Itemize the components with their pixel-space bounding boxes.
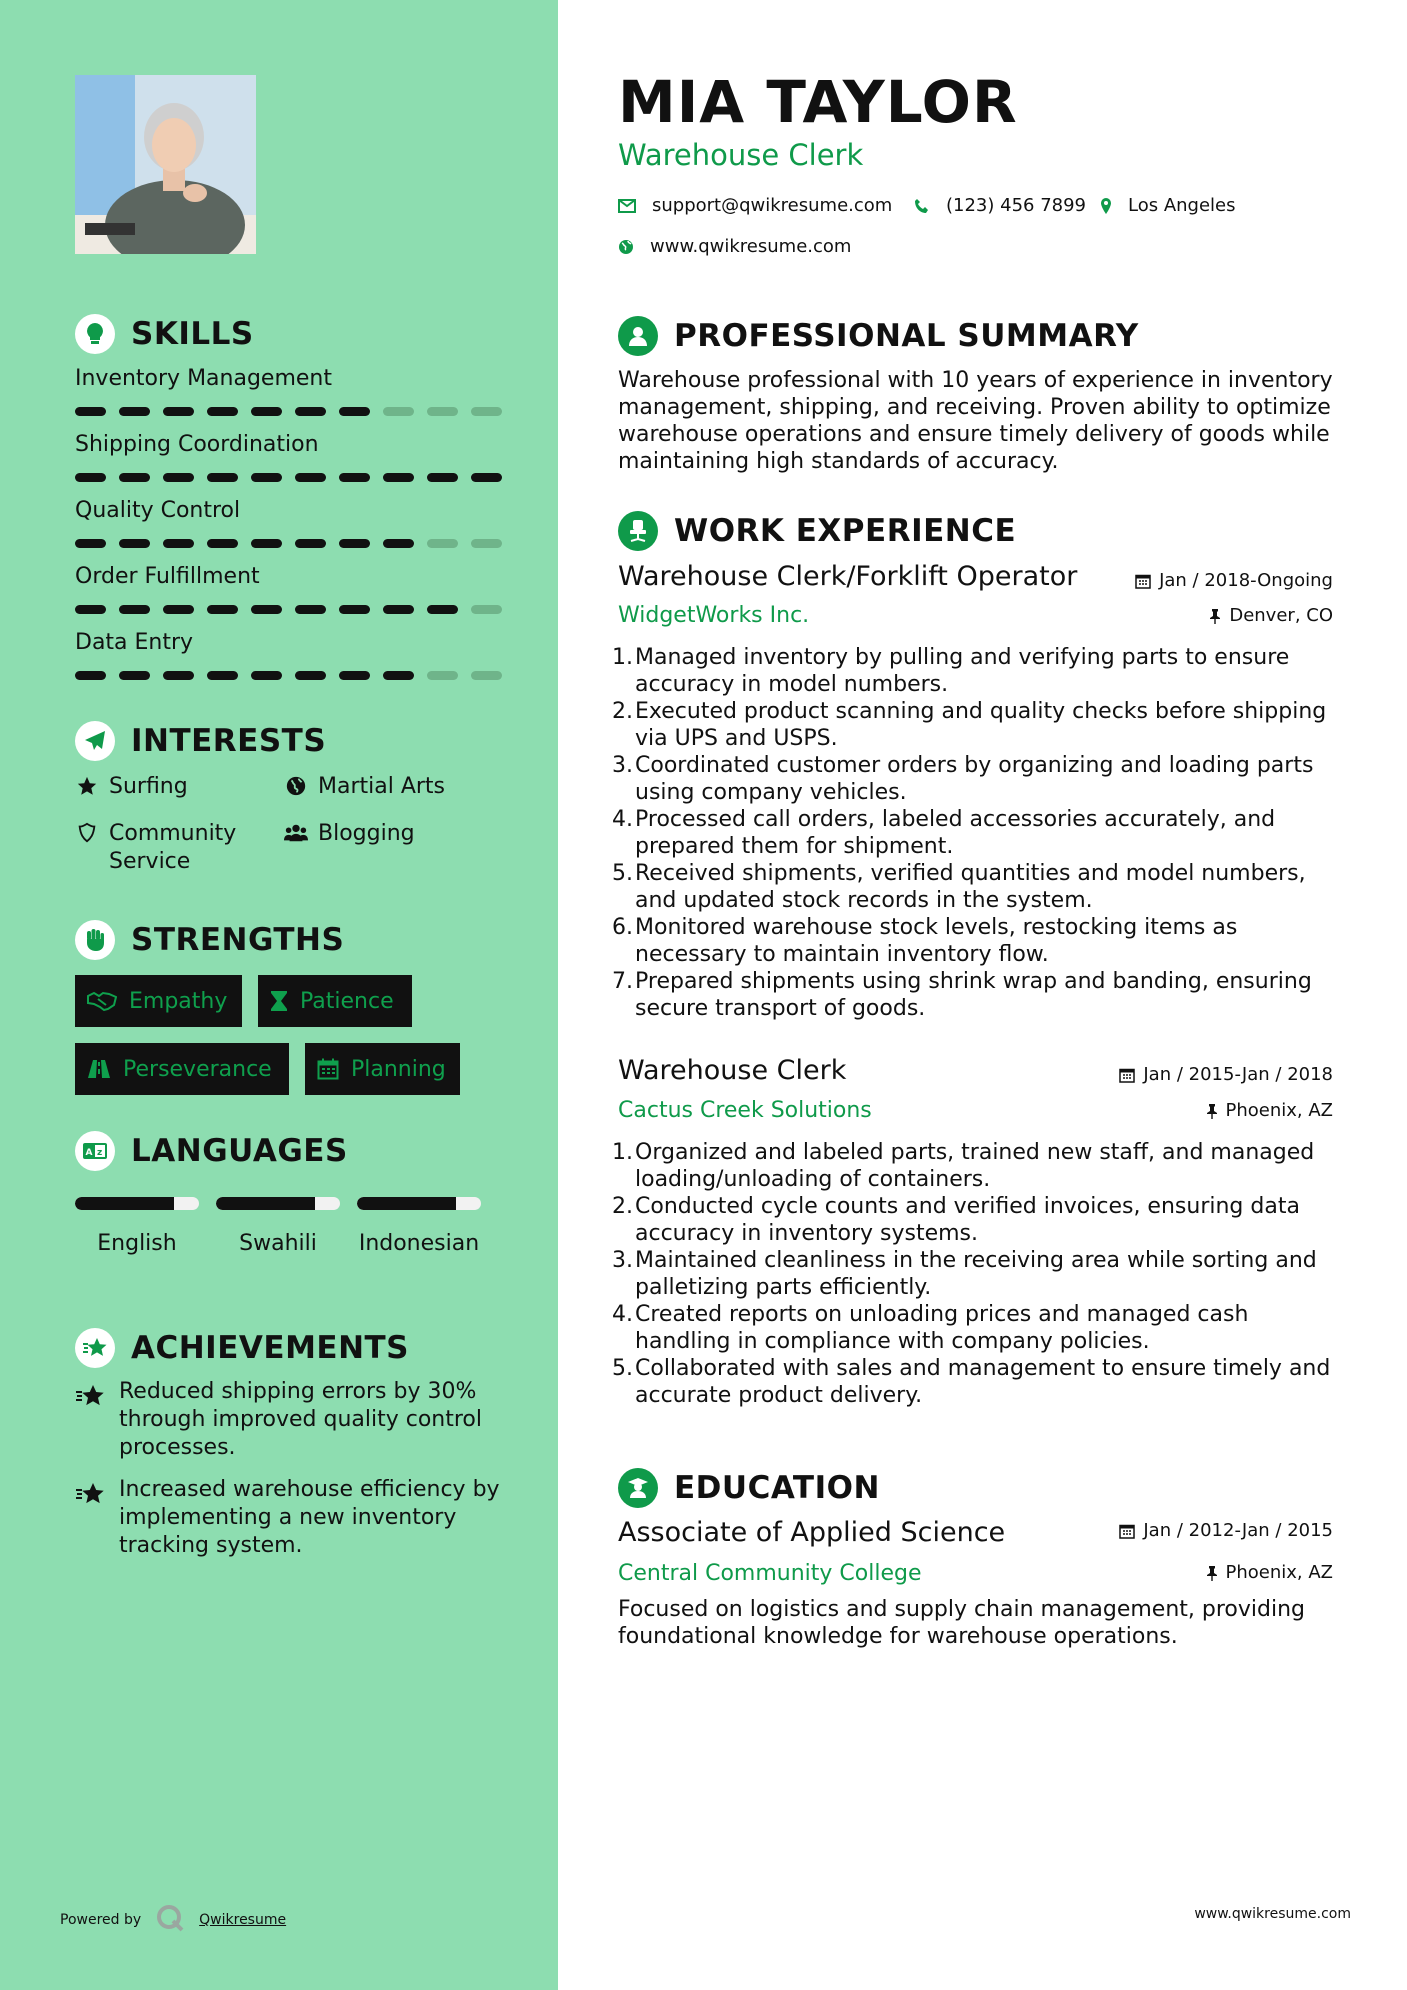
svg-text:z: z [97, 1148, 103, 1158]
star-badge-icon [75, 1476, 107, 1560]
skill-level-dash [471, 473, 502, 482]
summary-heading [618, 316, 1139, 356]
language-item [216, 1197, 340, 1258]
paper-plane-icon [75, 721, 115, 761]
job-duty [612, 1193, 1342, 1247]
skill-level-dash [295, 473, 326, 482]
skill-level-dash [471, 407, 502, 416]
pushpin-icon [1206, 1103, 1218, 1119]
language-level-fill [357, 1197, 456, 1210]
pushpin-icon [1209, 608, 1221, 624]
office-chair-icon [618, 511, 658, 551]
job-duty [612, 752, 1342, 806]
skill-level-dash [471, 539, 502, 548]
calendar-icon [317, 1058, 339, 1080]
skill-level-dash [119, 605, 150, 614]
languages-heading [75, 1131, 348, 1171]
job-dates-text: Jan / 2015-Jan / 2018 [1143, 1064, 1333, 1085]
skill-item [75, 564, 505, 614]
interest-label: Community Service [109, 821, 237, 874]
strength-tag [75, 975, 242, 1027]
skill-level-bar [75, 605, 505, 614]
job-company: Cactus Creek Solutions [618, 1098, 872, 1123]
interests-heading [75, 721, 326, 761]
calendar-icon [1119, 1067, 1135, 1083]
svg-text:A: A [85, 1148, 93, 1158]
job-dates [1119, 1064, 1333, 1085]
website-text: www.qwikresume.com [650, 236, 852, 257]
achievement-text: Increased warehouse efficiency by implementing a new inventory tracking system. [119, 1477, 500, 1558]
achievement-item [75, 1476, 515, 1560]
skill-level-dash [427, 407, 458, 416]
skill-level-dash [207, 671, 238, 680]
skill-level-dash [295, 605, 326, 614]
skill-level-dash [251, 605, 282, 614]
strength-label: Empathy [129, 988, 228, 1014]
achievement-text: Reduced shipping errors by 30% through improved quality control processes. [119, 1379, 482, 1460]
globe-icon [284, 773, 308, 797]
skill-level-dash [295, 539, 326, 548]
duty-number: 3. [612, 753, 633, 778]
location-text: Los Angeles [1128, 195, 1236, 216]
skill-level-dash [383, 539, 414, 548]
skill-level-dash [119, 671, 150, 680]
language-name: English [97, 1231, 177, 1256]
skill-level-bar [75, 407, 505, 416]
skill-level-dash [75, 539, 106, 548]
section-title: PROFESSIONAL SUMMARY [674, 318, 1139, 354]
duty-text: Conducted cycle counts and verified invoices, ensuring data accuracy in inventory systems. [635, 1194, 1300, 1246]
qwikresume-logo-icon [155, 1903, 185, 1937]
lightbulb-icon [75, 314, 115, 354]
skill-level-bar [75, 671, 505, 680]
job-duty [612, 1355, 1342, 1409]
job-location [1209, 605, 1333, 626]
powered-by-label: Powered by [60, 1912, 142, 1928]
section-title: LANGUAGES [131, 1133, 348, 1169]
shield-icon [75, 820, 99, 844]
duty-text: Prepared shipments using shrink wrap and banding, ensuring secure transport of goods. [635, 969, 1312, 1021]
strength-tag [75, 1043, 289, 1095]
job-duty [612, 1301, 1342, 1355]
user-icon [618, 316, 658, 356]
strength-label: Patience [300, 988, 394, 1014]
skill-level-dash [75, 605, 106, 614]
contact-email[interactable] [618, 195, 892, 216]
qwikresume-link[interactable]: Qwikresume [199, 1912, 287, 1928]
job-duty [612, 698, 1342, 752]
map-pin-icon [1100, 197, 1112, 215]
skill-level-dash [295, 407, 326, 416]
duty-text: Coordinated customer orders by organizing and loading parts using company vehicles. [635, 753, 1314, 805]
experience-heading [618, 511, 1016, 551]
job-title: Warehouse Clerk [618, 1055, 847, 1086]
skill-level-dash [383, 407, 414, 416]
skill-item [75, 630, 505, 680]
skill-level-dash [75, 473, 106, 482]
language-level-bar [216, 1197, 340, 1210]
education-dates [1119, 1520, 1333, 1541]
skill-level-dash [163, 605, 194, 614]
education-location [1206, 1562, 1334, 1583]
interest-label: Surfing [109, 774, 188, 799]
skill-level-dash [427, 671, 458, 680]
handshake-icon [87, 991, 117, 1011]
education-location-text: Phoenix, AZ [1225, 1562, 1333, 1583]
interest-item [75, 773, 188, 801]
skill-level-dash [119, 407, 150, 416]
job-duties-list [612, 644, 1342, 1022]
skill-level-dash [427, 473, 458, 482]
degree-title: Associate of Applied Science [618, 1517, 1006, 1548]
duty-text: Maintained cleanliness in the receiving area while sorting and palletizing parts efficiently. [635, 1248, 1317, 1300]
duty-text: Created reports on unloading prices and managed cash handling in compliance with company policies. [635, 1302, 1249, 1354]
skill-level-dash [339, 671, 370, 680]
skill-level-dash [295, 671, 326, 680]
duty-text: Monitored warehouse stock levels, restocking items as necessary to maintain inventory flow. [635, 915, 1238, 967]
globe-icon [618, 239, 634, 255]
duty-number: 6. [612, 915, 633, 940]
star-icon [75, 773, 99, 797]
skill-level-dash [207, 407, 238, 416]
graduate-icon [618, 1468, 658, 1508]
duty-text: Collaborated with sales and management to ensure timely and accurate product delivery. [635, 1356, 1331, 1408]
skill-level-dash [119, 539, 150, 548]
fist-icon [75, 920, 115, 960]
phone-icon [914, 198, 930, 214]
contact-website[interactable] [618, 236, 851, 257]
duty-text: Organized and labeled parts, trained new staff, and managed loading/unloading of containers. [635, 1140, 1315, 1192]
footer-website[interactable]: www.qwikresume.com [1194, 1906, 1351, 1922]
skill-level-dash [471, 671, 502, 680]
language-item [357, 1197, 481, 1258]
strength-label: Perseverance [123, 1056, 272, 1082]
duty-number: 1. [612, 1140, 633, 1165]
skill-level-dash [383, 473, 414, 482]
duty-number: 1. [612, 645, 633, 670]
envelope-icon [618, 199, 636, 213]
summary-text: Warehouse professional with 10 years of experience in inventory management, shipping, and receiving. Proven ability to optimize warehouse operations and ensure timely delivery of goods while maintaining high standards of accuracy. [618, 368, 1333, 474]
achievement-item [75, 1378, 515, 1462]
skill-item [75, 498, 505, 548]
interest-item [75, 820, 275, 876]
language-item [75, 1197, 199, 1258]
duty-number: 5. [612, 1356, 633, 1381]
skill-item [75, 366, 505, 416]
school-name: Central Community College [618, 1561, 922, 1586]
job-duty [612, 1247, 1342, 1301]
section-title: STRENGTHS [131, 922, 345, 958]
job-company: WidgetWorks Inc. [618, 603, 810, 628]
skill-level-dash [163, 671, 194, 680]
job-duty [612, 806, 1342, 860]
job-duty [612, 860, 1342, 914]
job-dates [1135, 570, 1333, 591]
skill-level-dash [119, 473, 150, 482]
duty-number: 4. [612, 807, 633, 832]
job-location-text: Denver, CO [1229, 605, 1333, 626]
strength-tag [305, 1043, 460, 1095]
language-icon [75, 1131, 115, 1171]
duty-text: Received shipments, verified quantities and model numbers, and updated stock records in the system. [635, 861, 1306, 913]
job-title: Warehouse Clerk/Forklift Operator [618, 561, 1078, 592]
skills-heading [75, 314, 254, 354]
sidebar [0, 0, 558, 1990]
job-duty [612, 968, 1342, 1022]
skill-level-dash [471, 605, 502, 614]
pushpin-icon [1206, 1565, 1218, 1581]
skill-level-dash [339, 407, 370, 416]
duty-number: 2. [612, 1194, 633, 1219]
road-icon [87, 1059, 111, 1079]
contact-phone[interactable] [914, 195, 1086, 216]
skill-level-dash [207, 473, 238, 482]
candidate-name: MIA TAYLOR [618, 68, 1018, 136]
skill-level-dash [207, 539, 238, 548]
job-duty [612, 644, 1342, 698]
job-duties-list [612, 1139, 1342, 1409]
skill-name: Quality Control [75, 498, 241, 523]
education-text: Focused on logistics and supply chain management, providing foundational knowledge for warehouse operations. [618, 1597, 1305, 1649]
skill-level-bar [75, 473, 505, 482]
skill-level-dash [427, 539, 458, 548]
skill-level-dash [207, 605, 238, 614]
language-name: Swahili [239, 1231, 317, 1256]
hourglass-icon [270, 990, 288, 1012]
language-level-fill [75, 1197, 174, 1210]
duty-number: 3. [612, 1248, 633, 1273]
education-heading [618, 1468, 880, 1508]
users-icon [284, 820, 308, 844]
section-title: INTERESTS [131, 723, 327, 759]
profile-photo [75, 75, 256, 254]
skill-level-dash [75, 407, 106, 416]
skill-name: Data Entry [75, 630, 194, 655]
skill-level-dash [427, 605, 458, 614]
calendar-icon [1135, 573, 1151, 589]
duty-text: Managed inventory by pulling and verifying parts to ensure accuracy in model numbers. [635, 645, 1290, 697]
skill-level-dash [339, 539, 370, 548]
skill-name: Inventory Management [75, 366, 332, 391]
skill-name: Shipping Coordination [75, 432, 319, 457]
achievements-heading [75, 1328, 409, 1368]
skill-level-dash [383, 605, 414, 614]
email-text: support@qwikresume.com [652, 195, 893, 216]
language-name: Indonesian [358, 1231, 480, 1256]
skill-level-dash [339, 605, 370, 614]
powered-by [60, 1903, 286, 1937]
skill-level-dash [163, 539, 194, 548]
candidate-role: Warehouse Clerk [618, 138, 864, 172]
skill-item [75, 432, 505, 482]
duty-number: 7. [612, 969, 633, 994]
skill-level-dash [383, 671, 414, 680]
language-level-bar [75, 1197, 199, 1210]
skill-level-dash [163, 407, 194, 416]
strength-tag [258, 975, 412, 1027]
job-dates-text: Jan / 2018-Ongoing [1159, 570, 1333, 591]
skill-level-dash [251, 473, 282, 482]
duty-number: 5. [612, 861, 633, 886]
skill-level-dash [75, 671, 106, 680]
job-duty [612, 914, 1342, 968]
calendar-icon [1119, 1523, 1135, 1539]
interest-label: Martial Arts [318, 774, 446, 799]
job-location-text: Phoenix, AZ [1225, 1100, 1333, 1121]
job-location [1206, 1100, 1334, 1121]
duty-number: 4. [612, 1302, 633, 1327]
section-title: ACHIEVEMENTS [131, 1330, 410, 1366]
section-title: WORK EXPERIENCE [674, 513, 1017, 549]
skill-level-dash [163, 473, 194, 482]
job-duty [612, 1139, 1342, 1193]
interest-item [284, 820, 415, 848]
education-dates-text: Jan / 2012-Jan / 2015 [1143, 1520, 1333, 1541]
language-level-bar [357, 1197, 481, 1210]
star-badge-icon [75, 1378, 107, 1462]
skill-level-dash [251, 539, 282, 548]
skill-level-bar [75, 539, 505, 548]
contact-location [1100, 195, 1236, 216]
section-title: EDUCATION [674, 1470, 880, 1506]
duty-text: Processed call orders, labeled accessories accurately, and prepared them for shipment. [635, 807, 1276, 859]
language-level-fill [216, 1197, 315, 1210]
phone-text: (123) 456 7899 [946, 195, 1087, 216]
skill-name: Order Fulfillment [75, 564, 260, 589]
section-title: SKILLS [131, 316, 254, 352]
strengths-heading [75, 920, 344, 960]
interest-item [284, 773, 445, 801]
duty-number: 2. [612, 699, 633, 724]
skill-level-dash [339, 473, 370, 482]
skill-level-dash [251, 407, 282, 416]
duty-text: Executed product scanning and quality checks before shipping via UPS and USPS. [635, 699, 1327, 751]
star-badge-icon [75, 1328, 115, 1368]
interest-label: Blogging [318, 821, 415, 846]
strength-label: Planning [351, 1056, 446, 1082]
skill-level-dash [251, 671, 282, 680]
